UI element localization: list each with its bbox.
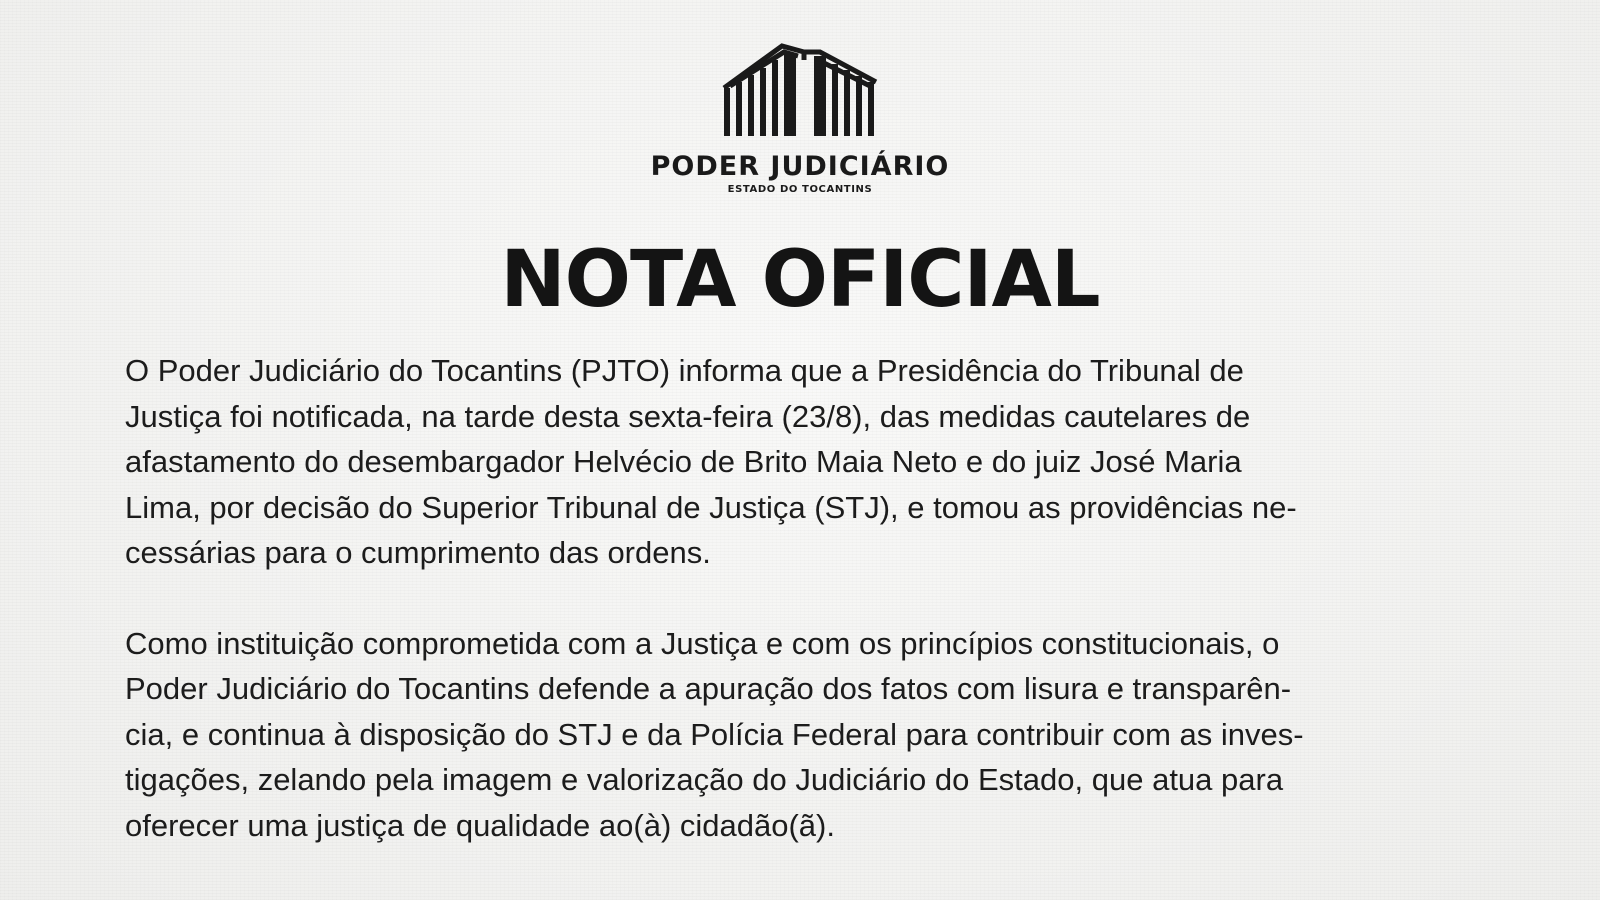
text-line: cessárias para o cumprimento das ordens.: [125, 535, 711, 570]
page-title: NOTA OFICIAL: [500, 235, 1100, 325]
text-line: oferecer uma justiça de qualidade ao(à) cidadão(ã).: [125, 807, 835, 843]
text-line: Como instituição comprometida com a Justiça e com os princípios constitucionais, o: [125, 625, 1280, 661]
text-line: Poder Judiciário do Tocantins defende a apuração dos fatos com lisura e transparên-: [125, 671, 1292, 706]
text-line: Justiça foi notificada, na tarde desta sexta-feira (23/8), das medidas cautelares de: [125, 398, 1251, 434]
poder-judiciario-logo: [650, 38, 950, 208]
text-line: afastamento do desembargador Helvécio de Brito Maia Neto e do juiz José Maria: [125, 444, 1242, 479]
paragraph-2: [125, 621, 1470, 849]
paragraph-1: [125, 348, 1470, 576]
statement-body: [125, 348, 1470, 893]
courthouse-columns-icon: [720, 38, 880, 138]
text-line: cia, e continua à disposição do STJ e da Polícia Federal para contribuir com as inves-: [125, 716, 1304, 752]
logo-title: PODER JUDICIÁRIO: [650, 151, 950, 182]
text-line: Lima, por decisão do Superior Tribunal de Justiça (STJ), e tomou as providências ne-: [125, 489, 1297, 525]
logo-subtitle: ESTADO DO TOCANTINS: [727, 184, 873, 195]
text-line: tigações, zelando pela imagem e valorização do Judiciário do Estado, que atua para: [125, 762, 1284, 797]
text-line: O Poder Judiciário do Tocantins (PJTO) informa que a Presidência do Tribunal de: [125, 353, 1244, 388]
